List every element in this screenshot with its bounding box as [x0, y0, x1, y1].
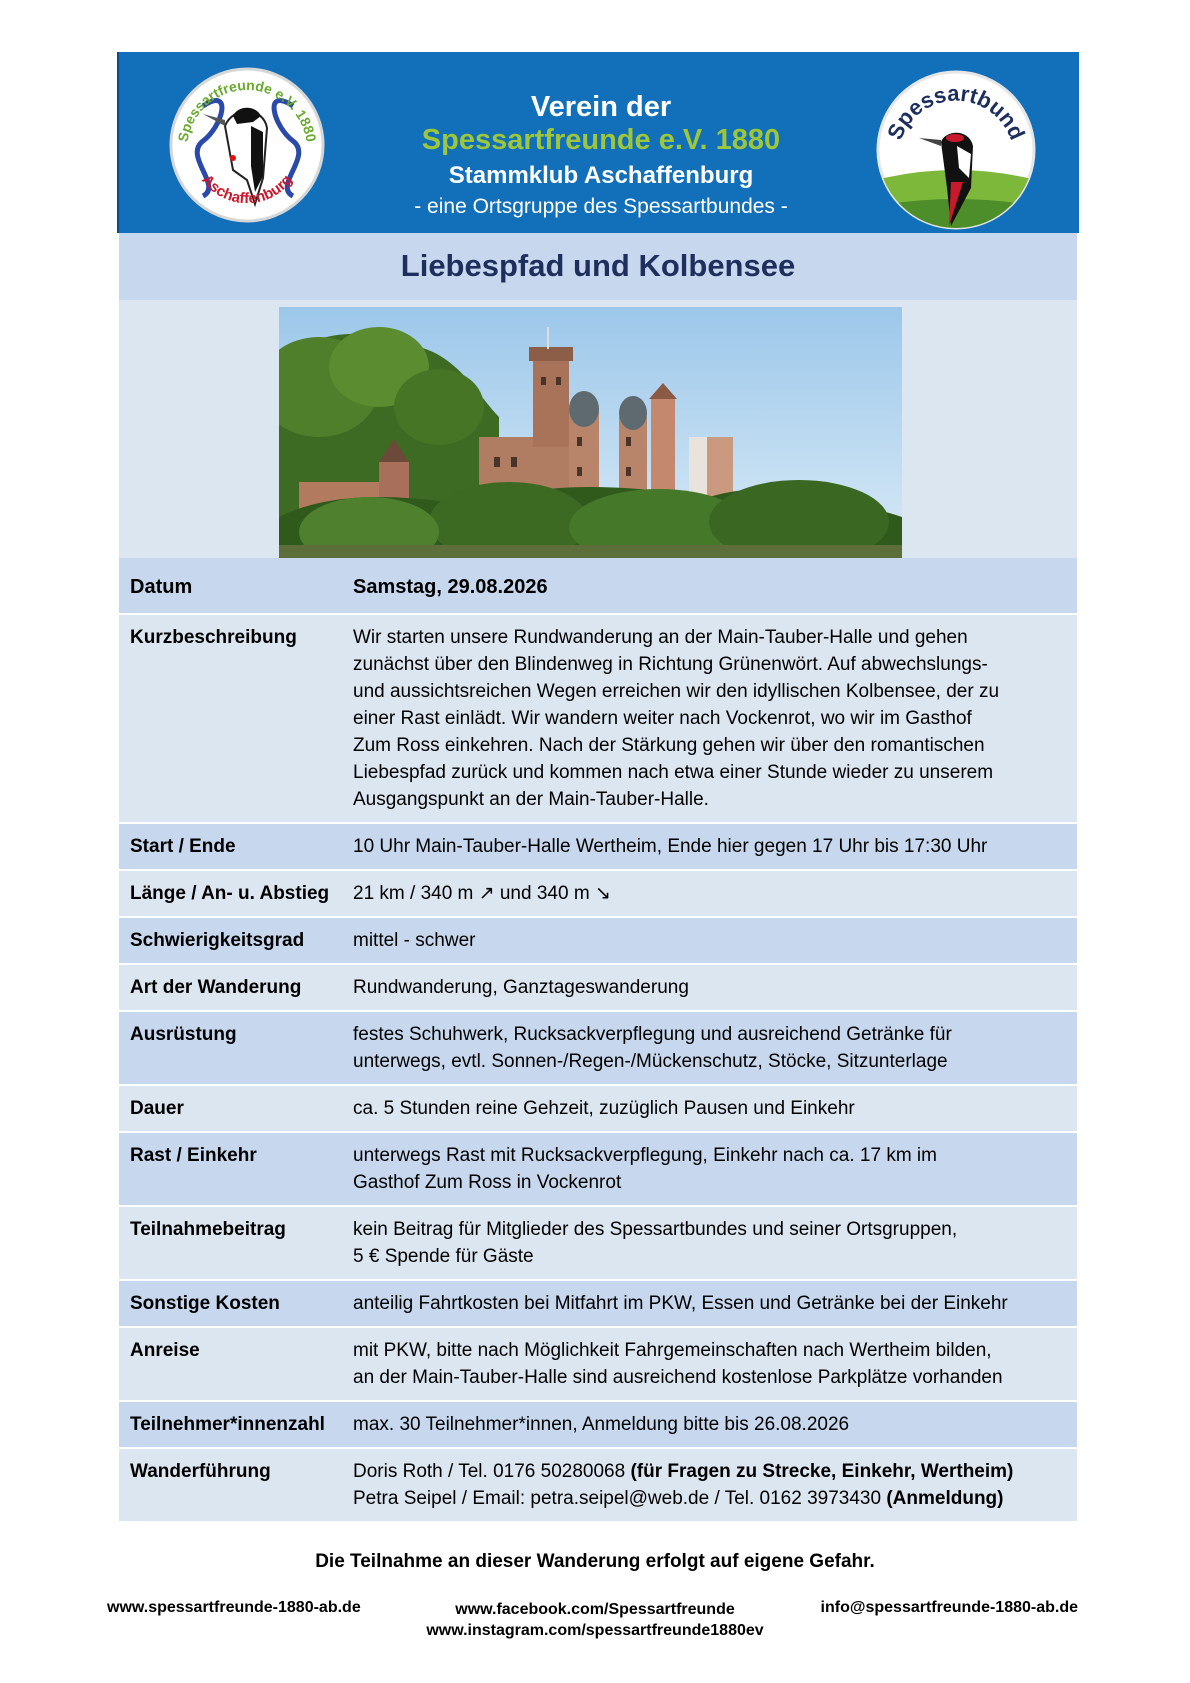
row-value: 10 Uhr Main-Tauber-Halle Wertheim, Ende hier gegen 17 Uhr bis 17:30 Uhr — [353, 823, 1077, 870]
row-ausruestung — [119, 1011, 1077, 1085]
guide-contact-1: Doris Roth / Tel. 0176 50280068 — [353, 1461, 626, 1482]
row-label: Dauer — [119, 1085, 353, 1132]
row-value: ca. 5 Stunden reine Gehzeit, zuzüglich Pausen und Einkehr — [353, 1085, 1077, 1132]
footer-instagram-link[interactable]: www.instagram.com/spessartfreunde1880ev — [426, 1622, 764, 1639]
row-rast-einkehr — [119, 1132, 1077, 1206]
row-teilnahmebeitrag — [119, 1206, 1077, 1280]
row-anreise — [119, 1327, 1077, 1401]
footer-facebook-link[interactable]: www.facebook.com/Spessartfreunde — [455, 1601, 735, 1618]
text-line: 5 € Spende für Gäste — [353, 1246, 534, 1267]
text-line: Liebespfad zurück und kommen nach etwa einer Stunde wieder zu unserem — [353, 762, 994, 783]
row-value — [353, 1132, 1077, 1206]
text-line: Ausgangspunkt an der Main-Tauber-Halle. — [353, 789, 709, 810]
text-line: festes Schuhwerk, Rucksackverpflegung und ausreichend Getränke für — [353, 1024, 952, 1045]
text-line: an der Main-Tauber-Halle sind ausreichend kostenlose Parkplätze vorhanden — [353, 1367, 1003, 1388]
row-value — [353, 1206, 1077, 1280]
row-value — [353, 1448, 1077, 1522]
header-line-2: Spessartfreunde e.V. 1880 — [421, 124, 781, 156]
text-line: kein Beitrag für Mitglieder des Spessartbundes und seiner Ortsgruppen, — [353, 1219, 958, 1240]
photo-band — [119, 300, 1077, 558]
text-line: Wir starten unsere Rundwanderung an der Main-Tauber-Halle und gehen — [353, 627, 968, 648]
footer-website-link[interactable]: www.spessartfreunde-1880-ab.de — [107, 1599, 361, 1616]
text-line: Zum Ross einkehren. Nach der Stärkung gehen wir über den romantischen — [353, 735, 985, 756]
footer-social — [380, 1599, 810, 1641]
row-label: Teilnehmer*innenzahl — [119, 1401, 353, 1448]
row-dauer — [119, 1085, 1077, 1132]
row-value — [353, 1327, 1077, 1401]
text-line: zunächst über den Blindenweg in Richtung Grünenwört. Auf abwechslungs- — [353, 654, 988, 675]
row-value — [353, 614, 1077, 823]
row-label: Länge / An- u. Abstieg — [119, 870, 353, 917]
row-laenge — [119, 870, 1077, 917]
castle-photo-icon — [279, 307, 902, 559]
row-sonstige-kosten — [119, 1280, 1077, 1327]
spessartfreunde-logo-icon — [163, 66, 331, 224]
row-value: 21 km / 340 m ↗ und 340 m ↘ — [353, 870, 1077, 917]
header-line-4: - eine Ortsgruppe des Spessartbundes - — [414, 195, 788, 218]
header-line-3: Stammklub Aschaffenburg — [448, 162, 754, 189]
row-label: Start / Ende — [119, 823, 353, 870]
disclaimer: Die Teilnahme an dieser Wanderung erfolgt auf eigene Gefahr. — [315, 1551, 875, 1572]
text-line: mit PKW, bitte nach Möglichkeit Fahrgemeinschaften nach Wertheim bilden, — [353, 1340, 992, 1361]
row-kurzbeschreibung — [119, 614, 1077, 823]
text-line — [353, 1485, 1055, 1512]
row-label: Art der Wanderung — [119, 964, 353, 1011]
guide-contact-2: Petra Seipel / Email: petra.seipel@web.de / Tel. 0162 3973430 — [353, 1488, 882, 1509]
row-datum — [119, 558, 1077, 614]
guide-contact-2-note: (Anmeldung) — [886, 1488, 1004, 1509]
logo-left-text-bottom: Aschaffenburg — [198, 171, 296, 208]
text-line: unterwegs Rast mit Rucksackverpflegung, Einkehr nach ca. 17 km im — [353, 1145, 937, 1166]
row-label: Schwierigkeitsgrad — [119, 917, 353, 964]
row-value — [353, 1011, 1077, 1085]
info-table — [119, 558, 1077, 1523]
text-line: unterwegs, evtl. Sonnen-/Regen-/Mückenschutz, Stöcke, Sitzunterlage — [353, 1051, 948, 1072]
row-value: mittel - schwer — [353, 917, 1077, 964]
row-label: Datum — [119, 558, 353, 614]
header-banner — [117, 52, 1079, 233]
logo-right-text: Spessartbund — [882, 80, 1030, 144]
row-teilnehmerzahl — [119, 1401, 1077, 1448]
row-value: Rundwanderung, Ganztageswanderung — [353, 964, 1077, 1011]
text-line: Gasthof Zum Ross in Vockenrot — [353, 1172, 622, 1193]
footer-email-link[interactable]: info@spessartfreunde-1880-ab.de — [820, 1599, 1078, 1616]
guide-contact-1-note: (für Fragen zu Strecke, Einkehr, Wertheim) — [630, 1461, 1014, 1482]
header-line-1: Verein der — [530, 91, 672, 123]
header-text — [359, 90, 843, 220]
row-value: anteilig Fahrtkosten bei Mitfahrt im PKW, Essen und Getränke bei der Einkehr — [353, 1280, 1077, 1327]
row-label: Teilnahmebeitrag — [119, 1206, 353, 1280]
text-line: einer Rast einlädt. Wir wandern weiter nach Vockenrot, wo wir im Gasthof — [353, 708, 972, 729]
row-label: Kurzbeschreibung — [119, 614, 353, 823]
row-value: max. 30 Teilnehmer*innen, Anmeldung bitte bis 26.08.2026 — [353, 1401, 1077, 1448]
row-label: Anreise — [119, 1327, 353, 1401]
row-wanderfuehrung — [119, 1448, 1077, 1522]
row-art-der-wanderung — [119, 964, 1077, 1011]
row-label: Ausrüstung — [119, 1011, 353, 1085]
row-value: Samstag, 29.08.2026 — [353, 558, 1077, 614]
row-label: Wanderführung — [119, 1448, 353, 1522]
row-label: Rast / Einkehr — [119, 1132, 353, 1206]
spessartbund-logo-icon — [871, 68, 1041, 232]
text-line — [353, 1458, 1055, 1485]
row-start-ende — [119, 823, 1077, 870]
row-schwierigkeitsgrad — [119, 917, 1077, 964]
row-label: Sonstige Kosten — [119, 1280, 353, 1327]
logo-left-text-top: Spessartfreunde e.V. 1880 — [174, 76, 320, 144]
page-title: Liebespfad und Kolbensee — [119, 233, 1077, 300]
text-line: und aussichtsreichen Wegen erreichen wir den idyllischen Kolbensee, der zu — [353, 681, 1000, 702]
